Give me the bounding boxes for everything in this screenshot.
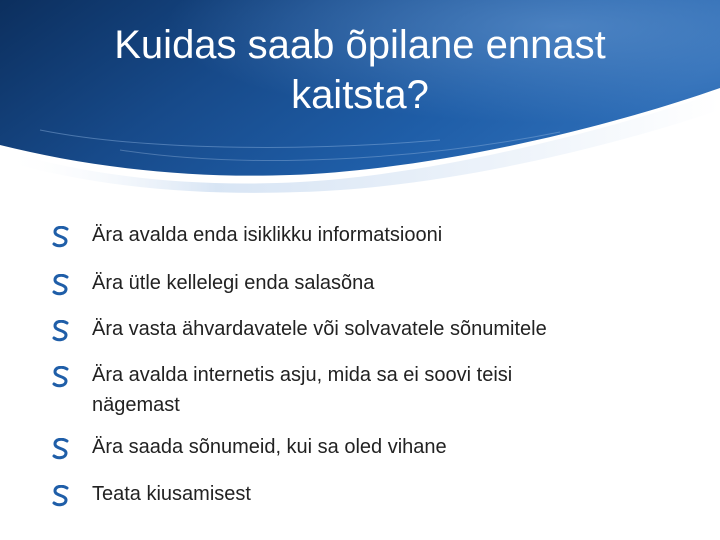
bullet-text xyxy=(92,220,652,250)
bullet-text-line: Teata kiusamisest xyxy=(92,483,251,505)
bullet-text xyxy=(92,432,652,462)
slide-title-line-1: Kuidas saab õpilane ennast xyxy=(114,23,606,67)
bullet-text xyxy=(92,360,652,420)
bullet-text-line: Ära saada sõnumeid, kui sa oled vihane xyxy=(92,436,447,458)
bullet-text-line: Ära ütle kellelegi enda salasõna xyxy=(92,272,375,294)
bullet-text-line: Ära avalda enda isiklikku informatsiooni xyxy=(92,224,443,246)
bullet-text xyxy=(92,479,652,509)
s-swirl-icon xyxy=(52,320,70,342)
bullet-text xyxy=(92,314,652,344)
slide-title xyxy=(40,20,680,120)
s-swirl-icon xyxy=(52,226,70,248)
bullet-text xyxy=(92,268,652,298)
s-swirl-icon xyxy=(52,438,70,460)
s-swirl-icon xyxy=(52,485,70,507)
bullet-text-line: Ära vasta ähvardavatele või solvavatele sõnumitele xyxy=(92,318,547,340)
bullet-text-line: Ära avalda internetis asju, mida sa ei soovi teisi xyxy=(92,364,513,386)
bullet-text-line: nägemast xyxy=(92,394,180,416)
s-swirl-icon xyxy=(52,366,70,388)
slide-title-line-2: kaitsta? xyxy=(291,73,429,117)
s-swirl-icon xyxy=(52,274,70,296)
